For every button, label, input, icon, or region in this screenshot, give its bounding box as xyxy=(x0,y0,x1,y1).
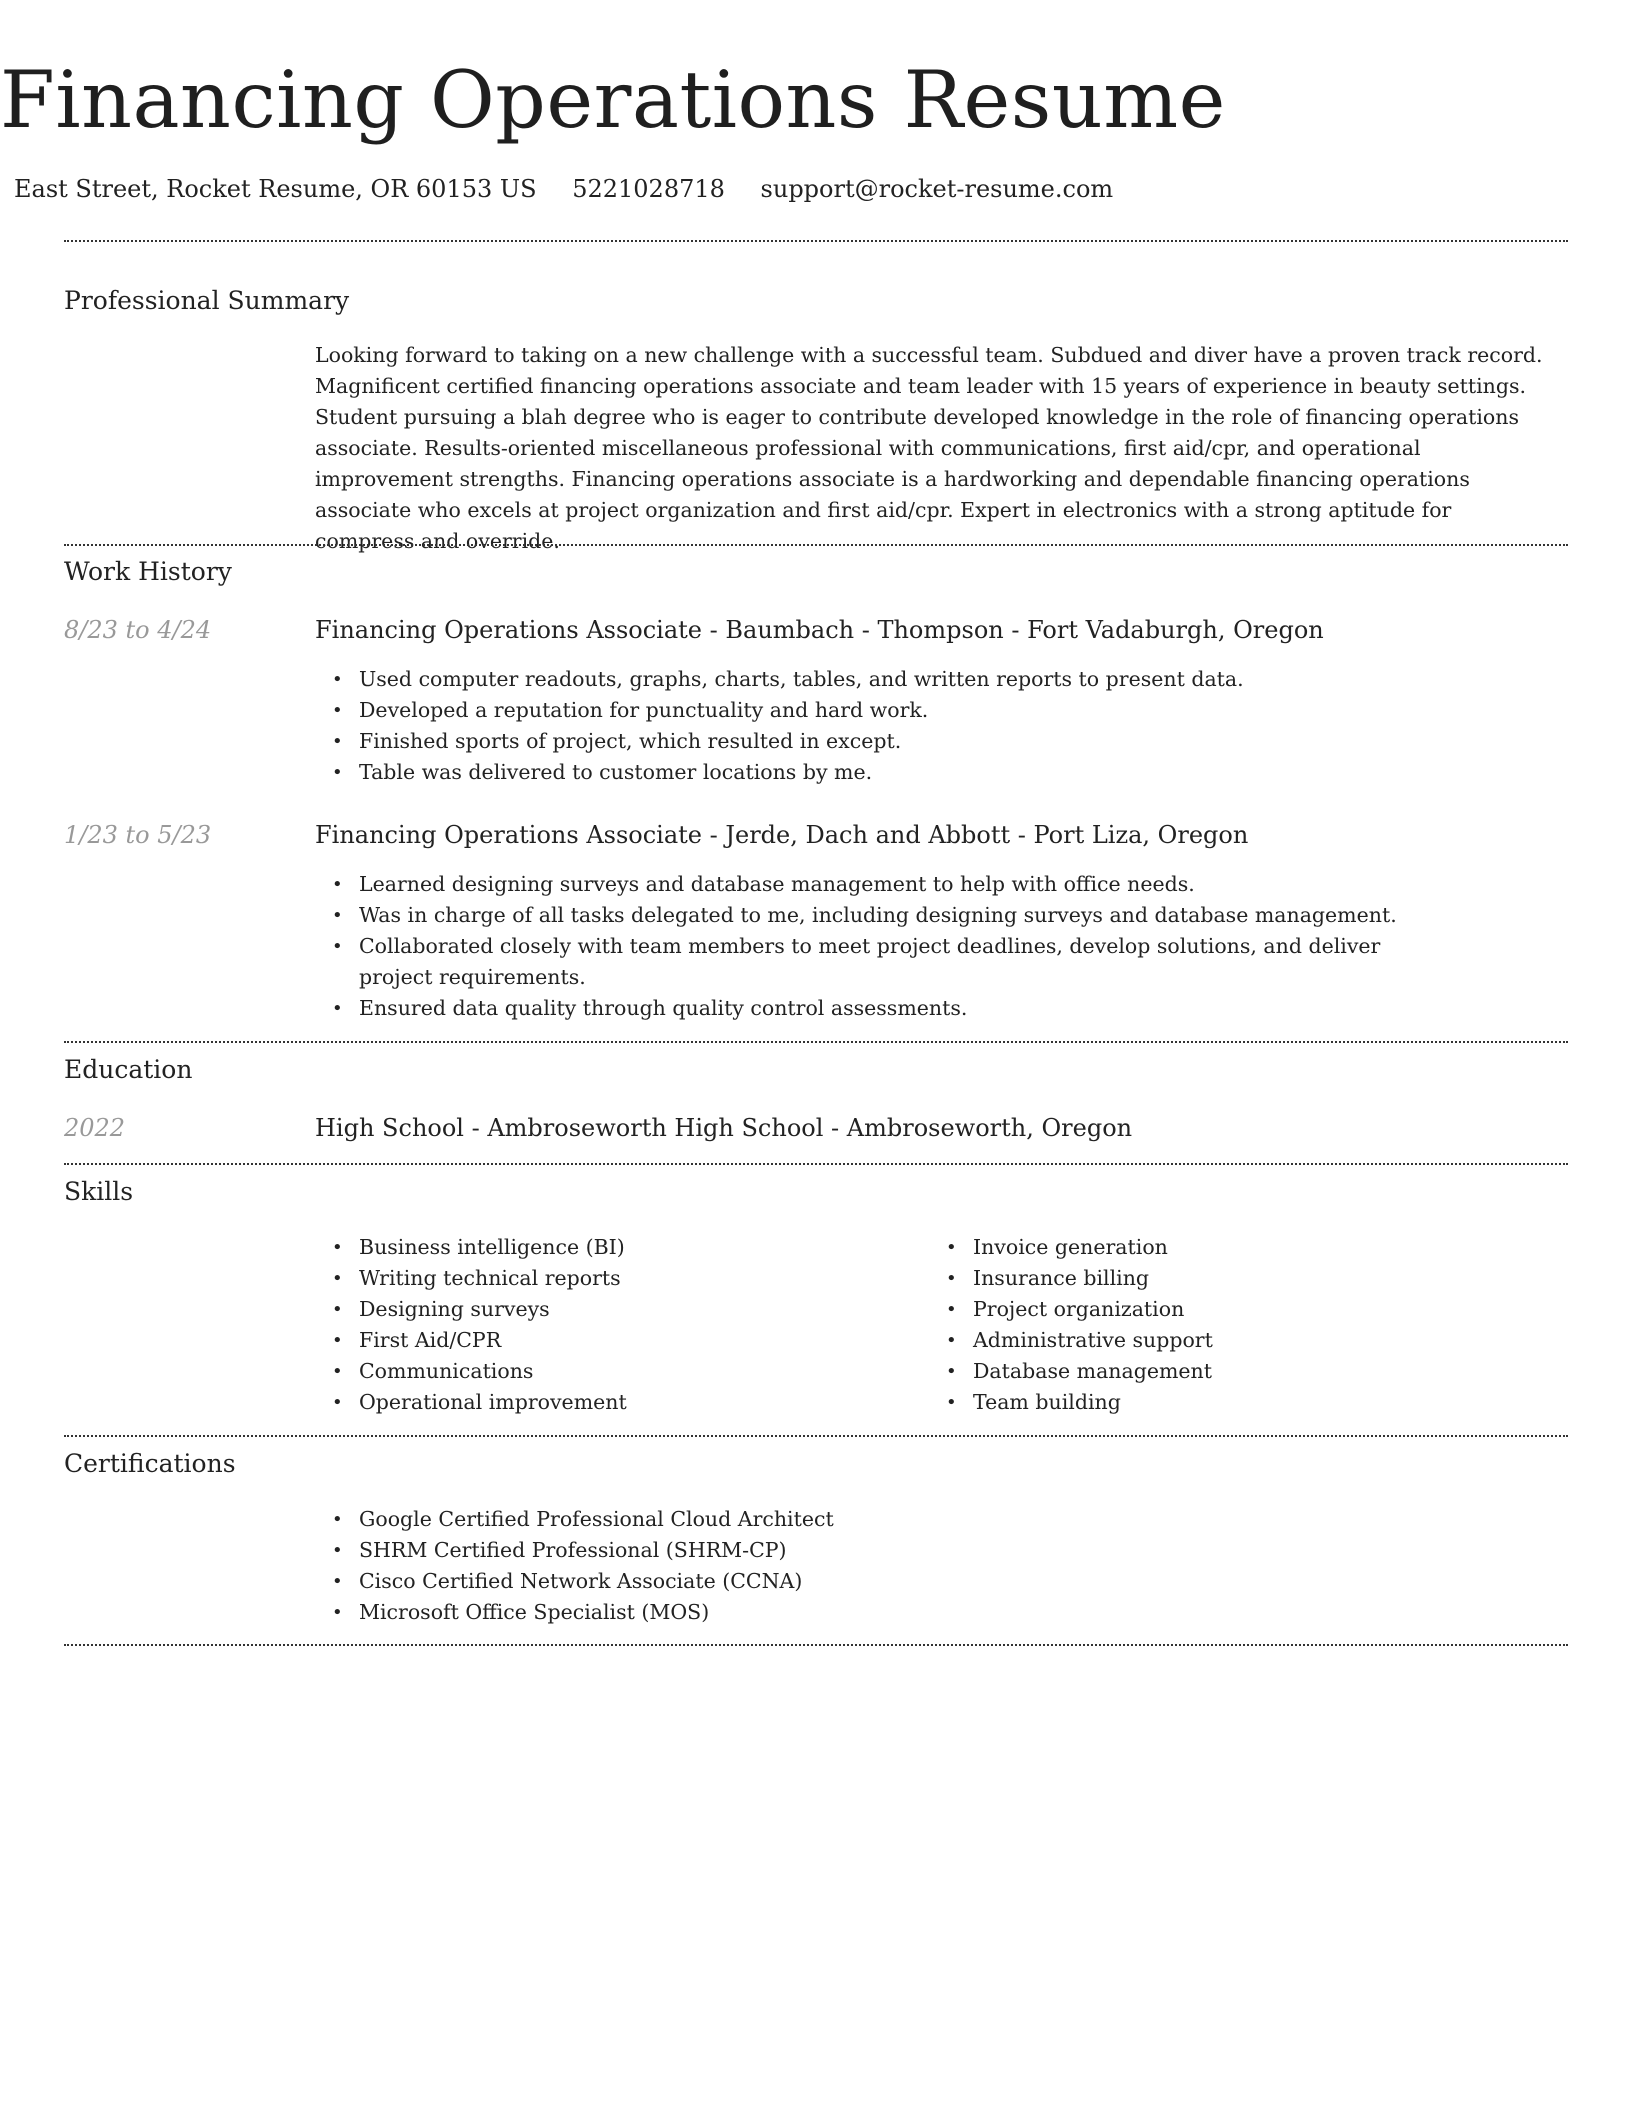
job-title: Financing Operations Associate - Jerde, Dach and Abbott - Port Liza, Oregon xyxy=(315,821,1249,849)
job-title: Financing Operations Associate - Baumbach - Thompson - Fort Vadaburgh, Oregon xyxy=(315,616,1324,644)
list-item: • Microsoft Office Specialist (MOS) xyxy=(315,1597,1315,1628)
contact-address: East Street, Rocket Resume, OR 60153 US xyxy=(14,175,537,203)
divider xyxy=(64,544,1568,546)
list-item: • Operational improvement xyxy=(315,1387,915,1418)
list-item: • First Aid/CPR xyxy=(315,1325,915,1356)
list-item: • Google Certified Professional Cloud Architect xyxy=(315,1504,1315,1535)
job-bullets xyxy=(315,869,1435,1024)
list-item: • Communications xyxy=(315,1356,915,1387)
list-item: • Used computer readouts, graphs, charts, tables, and written reports to present data. xyxy=(315,664,1555,695)
certifications-list xyxy=(315,1504,1315,1628)
contact-email: support@rocket-resume.com xyxy=(760,175,1114,203)
list-item: • Finished sports of project, which resulted in except. xyxy=(315,726,1555,757)
education-year: 2022 xyxy=(64,1114,126,1142)
contact-line xyxy=(0,171,1632,207)
list-item: • Developed a reputation for punctuality and hard work. xyxy=(315,695,1555,726)
section-heading-work: Work History xyxy=(64,557,232,586)
list-item: • SHRM Certified Professional (SHRM-CP) xyxy=(315,1535,1315,1566)
list-item: • Writing technical reports xyxy=(315,1263,915,1294)
skills-list-left xyxy=(315,1232,915,1418)
divider xyxy=(64,1644,1568,1646)
list-item: • Project organization xyxy=(929,1294,1529,1325)
section-heading-certifications: Certifications xyxy=(64,1449,236,1478)
section-heading-education: Education xyxy=(64,1055,193,1084)
list-item: • Insurance billing xyxy=(929,1263,1529,1294)
list-item: • Ensured data quality through quality control assessments. xyxy=(315,993,1435,1024)
list-item: • Administrative support xyxy=(929,1325,1529,1356)
section-heading-summary: Professional Summary xyxy=(64,286,350,315)
list-item: • Invoice generation xyxy=(929,1232,1529,1263)
list-item: • Designing surveys xyxy=(315,1294,915,1325)
skills-list-right xyxy=(929,1232,1529,1418)
list-item: • Cisco Certified Network Associate (CCNA) xyxy=(315,1566,1315,1597)
list-item: • Team building xyxy=(929,1387,1529,1418)
list-item: • Table was delivered to customer locations by me. xyxy=(315,757,1555,788)
summary-text: Looking forward to taking on a new challenge with a successful team. Subdued and diver have a proven track record. Magnificent certified financing operations associate and team leader with 15 years of experience in beauty settings. Student pursuing a blah degree who is eager to contribute developed knowledge in the role of financing operations associate. Results-oriented miscellaneous professional with communications, first aid/cpr, and operational improvement strengths. Financing operations associate is a hardworking and dependable financing operations associate who excels at project organization and first aid/cpr. Expert in electronics with a strong aptitude for compress and override. xyxy=(315,343,1543,553)
divider xyxy=(64,1163,1568,1165)
divider xyxy=(64,1435,1568,1437)
section-heading-skills: Skills xyxy=(64,1177,134,1206)
divider xyxy=(64,240,1568,242)
divider xyxy=(64,1041,1568,1043)
resume-title: Financing Operations Resume xyxy=(0,54,1226,146)
education-title: High School - Ambroseworth High School - Ambroseworth, Oregon xyxy=(315,1114,1133,1142)
contact-phone: 5221028718 xyxy=(572,175,725,203)
job-dates: 1/23 to 5/23 xyxy=(64,821,212,849)
list-item: • Business intelligence (BI) xyxy=(315,1232,915,1263)
job-dates: 8/23 to 4/24 xyxy=(64,616,212,644)
list-item: • Collaborated closely with team members to meet project deadlines, develop solutions, and deliver project requirements. xyxy=(315,931,1435,993)
list-item: • Was in charge of all tasks delegated to me, including designing surveys and database management. xyxy=(315,900,1435,931)
list-item: • Learned designing surveys and database management to help with office needs. xyxy=(315,869,1435,900)
job-bullets xyxy=(315,664,1555,788)
list-item: • Database management xyxy=(929,1356,1529,1387)
